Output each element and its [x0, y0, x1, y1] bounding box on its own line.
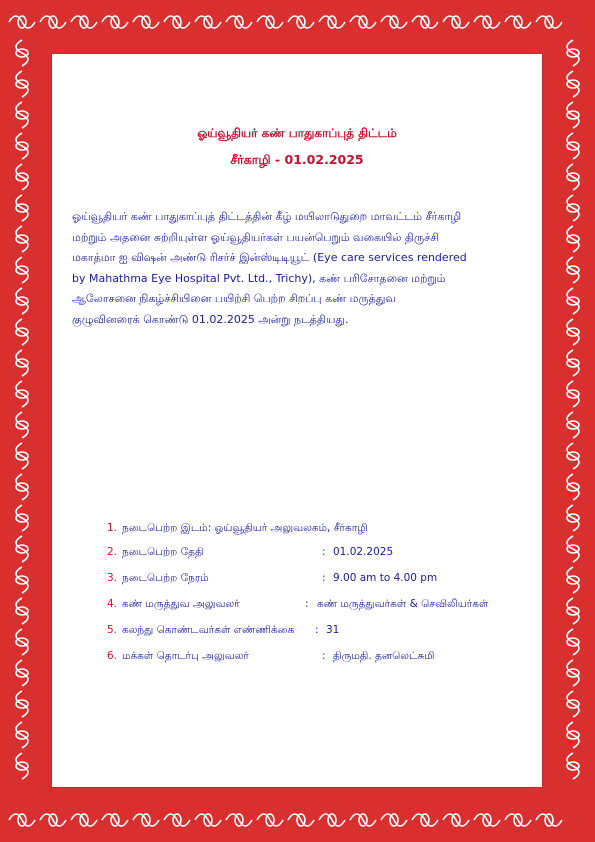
- paragraph-line: குழுவினரைக் கொண்டு 01.02.2025 அன்று நடத்தியது.: [72, 312, 349, 326]
- paragraph-line: மற்றும் அதனை சுற்றியுள்ள ஓய்வூதியர்கள் பயன்பெறும் வகையில் திருச்சி: [72, 230, 439, 244]
- list-item: [107, 572, 438, 588]
- item-value: 31: [326, 624, 340, 636]
- item-label: மக்கள் தொடர்பு அலுவலர்: [122, 650, 249, 662]
- item-number: 6.: [107, 650, 118, 662]
- item-value: 01.02.2025: [333, 546, 394, 558]
- item-label: கலந்து கொண்டவர்கள் எண்ணிக்கை: [122, 624, 295, 636]
- page-title: ஓய்வூதியர் கண் பாதுகாப்புத் திட்டம்: [197, 126, 397, 140]
- item-separator: :: [322, 572, 326, 584]
- item-value: 9.00 am to 4.00 pm: [333, 572, 438, 584]
- item-label: நடைபெற்ற நேரம்: [122, 572, 209, 584]
- document-page: [52, 54, 542, 787]
- item-number: 1.: [107, 522, 118, 534]
- item-label: நடைபெற்ற இடம்: ஓய்வூதியர் அலுவலகம், சீர்காழி: [122, 522, 368, 534]
- list-item: [107, 650, 435, 666]
- item-label: நடைபெற்ற தேதி: [122, 546, 204, 558]
- item-number: 3.: [107, 572, 118, 584]
- item-label: கண் மருத்துவ அலுவலர்: [122, 598, 240, 610]
- paragraph-line: மகாத்மா ஐ விஷன் அண்டு ரிசர்ச் இன்ஸ்டிடியூட் (Eye care services rendered: [72, 251, 467, 264]
- item-separator: :: [322, 546, 326, 558]
- item-value: திருமதி. தனலெட்சுமி: [333, 650, 435, 662]
- item-separator: :: [305, 598, 309, 610]
- list-item: [107, 624, 340, 640]
- item-separator: :: [315, 624, 319, 636]
- list-item: [107, 522, 368, 538]
- item-number: 4.: [107, 598, 118, 610]
- paragraph-line: ஓய்வூதியர் கண் பாதுகாப்புத் திட்டத்தின் கீழ் மயிலாடுதுறை மாவட்டம் சீர்காழி: [72, 210, 462, 223]
- page-subtitle: சீர்காழி - 01.02.2025: [230, 152, 364, 167]
- paragraph-line: by Mahathma Eye Hospital Pvt. Ltd., Trichy), கண் பரிசோதனை மற்றும்: [72, 271, 446, 285]
- item-number: 5.: [107, 624, 118, 636]
- item-number: 2.: [107, 546, 118, 558]
- list-item: [107, 546, 394, 562]
- description-paragraph: [72, 207, 532, 330]
- item-separator: :: [322, 650, 326, 662]
- paragraph-line: ஆலோசனை நிகழ்ச்சியினை பயிற்சி பெற்ற சிறப்பு கண் மருத்துவ: [72, 292, 396, 305]
- item-value: கண் மருத்துவர்கள் & செவிலியர்கள்: [317, 598, 489, 610]
- list-item: [107, 598, 489, 614]
